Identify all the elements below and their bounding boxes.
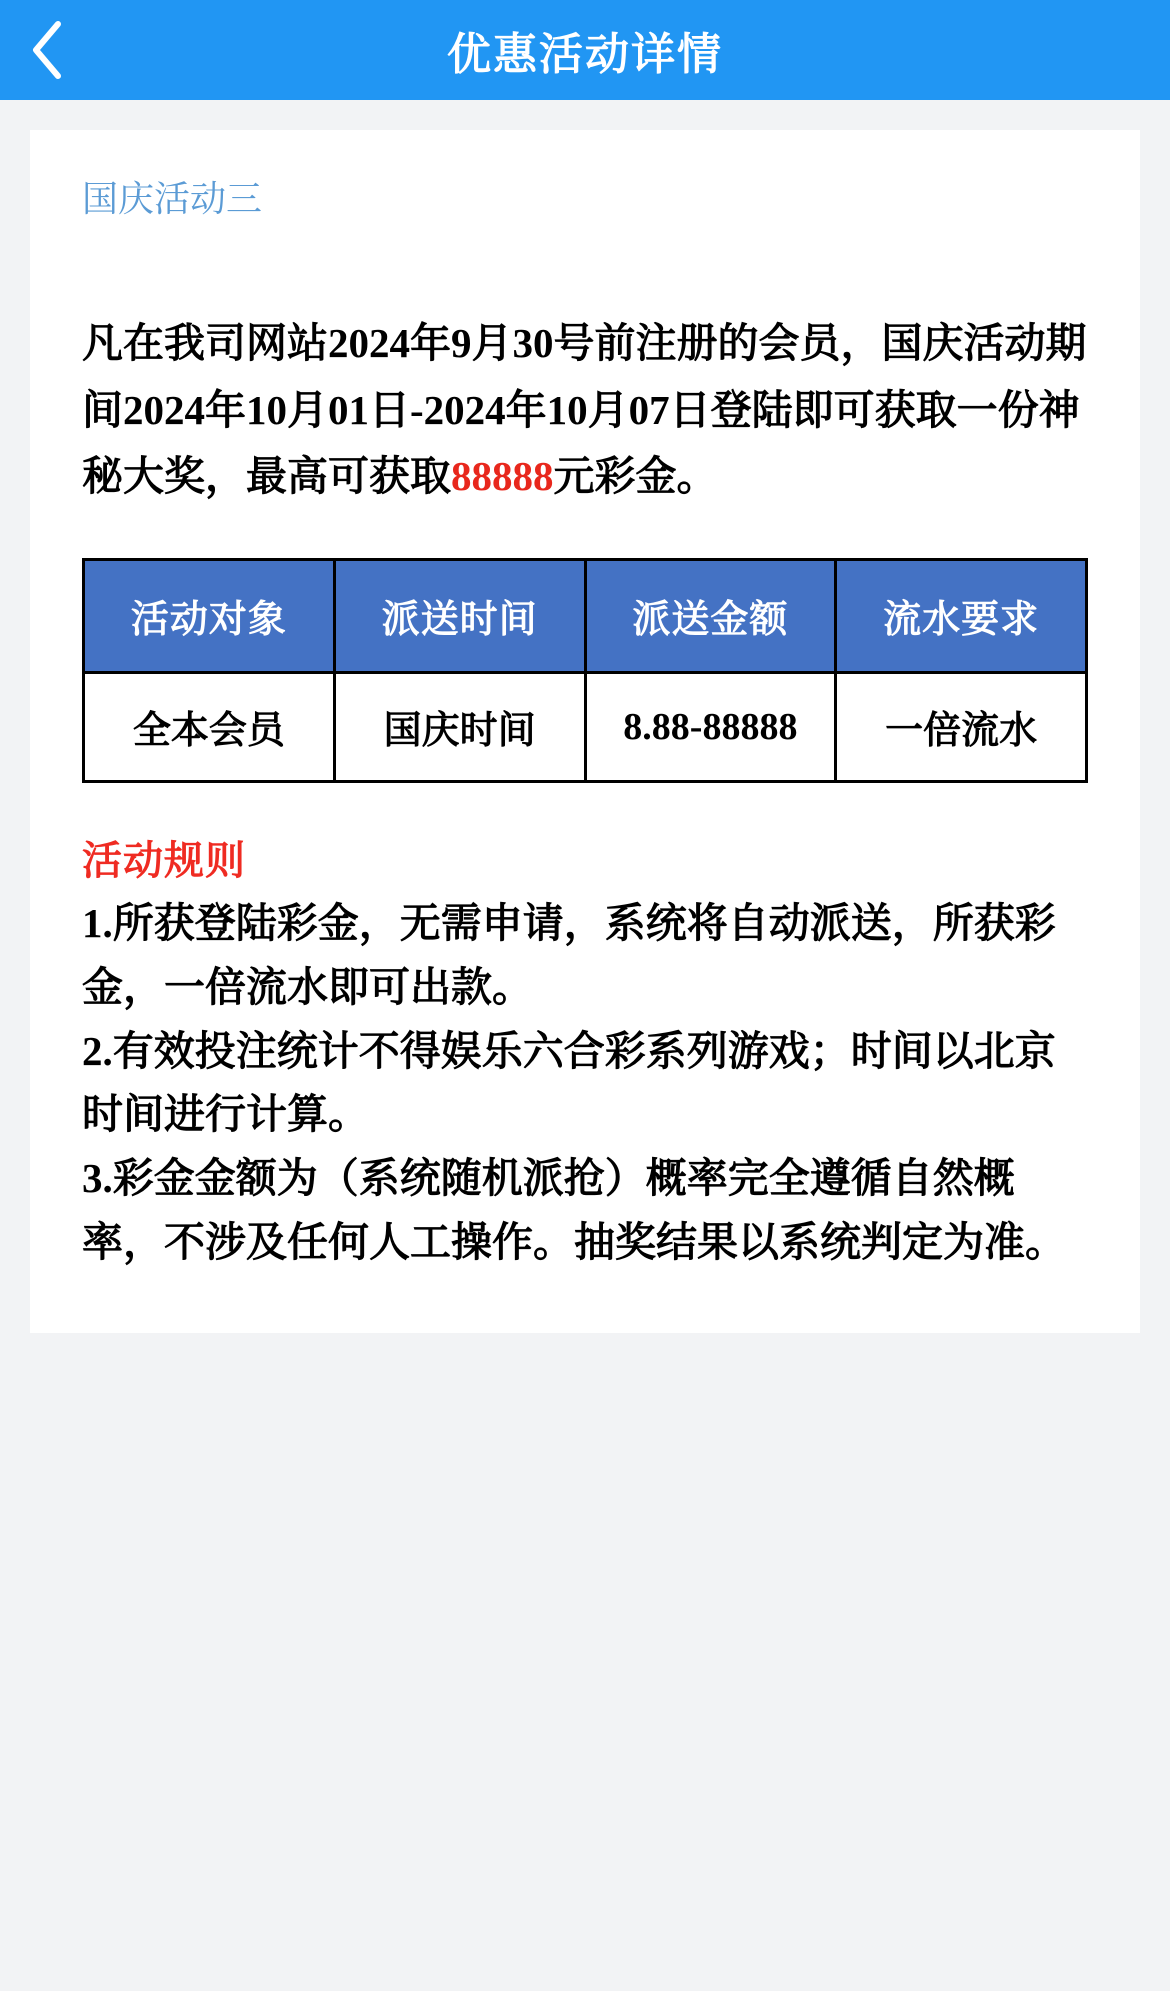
promo-table-wrapper <box>82 558 1088 783</box>
promo-card <box>30 130 1140 1333</box>
table-header-cell: 派送时间 <box>334 559 585 672</box>
promo-intro-paragraph <box>82 310 1088 509</box>
table-cell: 全本会员 <box>84 672 335 781</box>
rule-item: 1.所获登陆彩金，无需申请，系统将自动派送，所获彩金，一倍流水即可出款。 <box>82 899 1056 1010</box>
page-title: 优惠活动详情 <box>447 30 723 79</box>
intro-amount-highlight: 88888 <box>451 453 554 500</box>
rules-heading: 活动规则 <box>82 838 246 883</box>
rule-item: 2.有效投注统计不得娱乐六合彩系列游戏；时间以北京时间进行计算。 <box>82 1027 1056 1138</box>
promo-table <box>82 558 1088 783</box>
table-header-cell: 活动对象 <box>84 559 335 672</box>
table-cell: 国庆时间 <box>334 672 585 781</box>
intro-text-suffix: 元彩金。 <box>553 453 718 500</box>
table-header-cell: 流水要求 <box>836 559 1087 672</box>
chevron-left-icon <box>28 19 68 81</box>
page-body <box>0 100 1170 1991</box>
rule-item: 3.彩金金额为（系统随机派抢）概率完全遵循自然概率，不涉及任何人工操作。抽奖结果以系统判定为准。 <box>82 1155 1066 1266</box>
intro-text-prefix: 凡在我司网站2024年9月30号前注册的会员，国庆活动期间2024年10月01日-2024年10月07日登陆即可获取一份神秘大奖，最高可获取 <box>82 320 1087 500</box>
table-header-row <box>84 559 1087 672</box>
table-row <box>84 672 1087 781</box>
table-header-cell: 派送金额 <box>585 559 836 672</box>
back-button[interactable] <box>0 0 96 100</box>
table-cell: 一倍流水 <box>836 672 1087 781</box>
promo-name-link[interactable]: 国庆活动三 <box>82 178 263 219</box>
rules-list <box>82 892 1088 1276</box>
table-cell: 8.88-88888 <box>585 672 836 781</box>
app-header <box>0 0 1170 100</box>
